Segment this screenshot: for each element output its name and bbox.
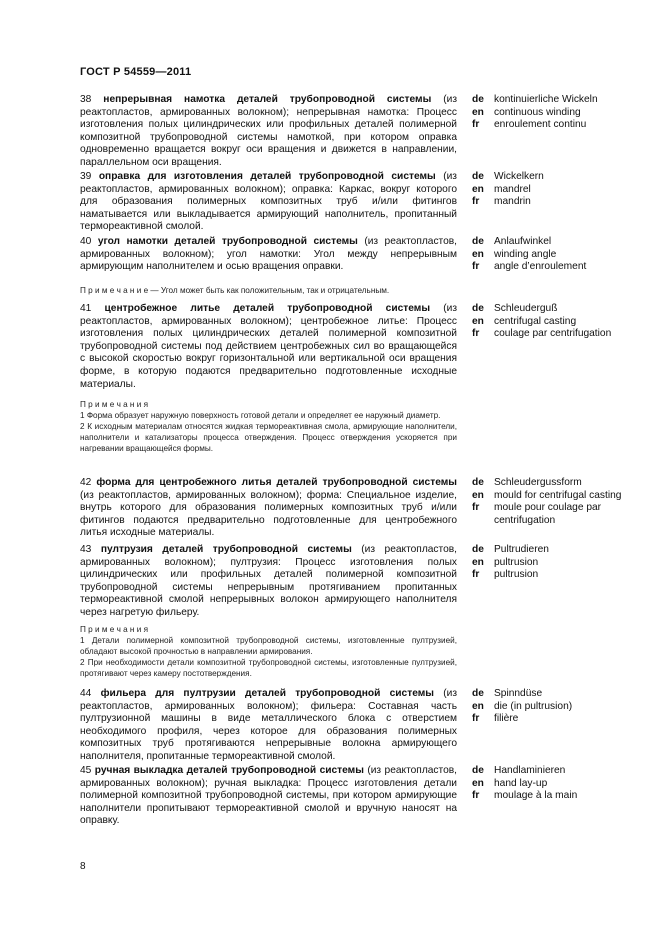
lang-code: de: [472, 303, 484, 314]
lang-term: die (in pultrusion): [494, 700, 573, 712]
lang-term: moulage à la main: [494, 790, 578, 802]
term-definition: [80, 236, 457, 274]
lang-code: fr: [472, 261, 480, 273]
lang-code: en: [472, 777, 484, 789]
lang-term: winding angle: [494, 248, 557, 260]
term-definition: [80, 765, 457, 828]
term-number: 38: [80, 94, 92, 105]
term-number: 44: [80, 688, 92, 699]
term-translations: [472, 544, 622, 582]
term-body: (из реактопластов, армированных волокном); оправка: Каркас, вокруг которого для образования полимерных композитных труб и/или фитингов наматывается или выкладывается армирующий наполнитель, пропитанный термореактивной смолой.: [80, 171, 457, 233]
term-name: непрерывная намотка деталей трубопроводной системы: [103, 94, 432, 105]
lang-term: mandrel: [494, 183, 531, 195]
lang-code: fr: [472, 713, 480, 725]
term-definition: [80, 171, 457, 234]
lang-code: en: [472, 248, 484, 260]
lang-term: centrifugal casting: [494, 315, 577, 327]
term-name: фильера для пултрузии деталей трубопроводной системы: [100, 688, 434, 699]
term-name: форма для центробежного литья деталей трубопроводной системы: [96, 477, 457, 488]
lang-code: de: [472, 765, 484, 776]
term-number: 40: [80, 236, 92, 247]
lang-code: de: [472, 477, 484, 488]
document-header: ГОСТ Р 54559—2011: [80, 66, 192, 78]
lang-term: pultrusion: [494, 556, 539, 568]
lang-code: de: [472, 94, 484, 105]
lang-code: de: [472, 171, 484, 182]
term-definition: [80, 477, 457, 540]
lang-term: angle d’enroulement: [494, 261, 587, 273]
term-translations: [472, 477, 622, 527]
lang-code: fr: [472, 502, 480, 514]
note-label: П р и м е ч а н и е —: [80, 286, 159, 295]
lang-term: Anlaufwinkel: [494, 236, 552, 247]
term-body: (из реактопластов, армированных волокном); непрерывная намотка: Процесс изготовления полых цилиндрических или профильных деталей полимерной композитной трубопроводной системы намоткой, при котором оправка одновременно вращается вокруг оси вращения и движется в направлении, параллельном оси вращения.: [80, 94, 457, 168]
term-name: угол намотки деталей трубопроводной системы: [97, 236, 358, 247]
term-number: 45: [80, 765, 92, 776]
term-body: (из реактопластов, армированных волокном); центробежное литье: Процесс изготовления полых цилиндрических деталей полимерной композитной трубопроводной системы под действием центробежных сил во вращающейся с высокой скоростью вокруг горизонтальной или вертикальной оси вращения форме, в которую подаются предварительно подготовленные исходные материалы.: [80, 303, 457, 390]
term-translations: [472, 688, 622, 726]
term-translations: [472, 765, 622, 803]
page-number: 8: [80, 861, 86, 872]
lang-code: de: [472, 544, 484, 555]
lang-term: pultrusion: [494, 569, 539, 581]
term-name: ручная выкладка деталей трубопроводной системы: [94, 765, 364, 776]
lang-code: en: [472, 315, 484, 327]
term-definition: [80, 94, 457, 170]
term-body: (из реактопластов, армированных волокном); ручная выкладка: Процесс изготовления детали полимерной композитной трубопроводной системы, при котором армирующие наполнители пропитывают термореактивной смолой и вручную наносят на оправку.: [80, 765, 457, 827]
term-number: 39: [80, 171, 92, 182]
lang-code: de: [472, 236, 484, 247]
lang-term: Handlaminieren: [494, 765, 566, 776]
lang-code: en: [472, 556, 484, 568]
lang-code: en: [472, 183, 484, 195]
lang-code: fr: [472, 790, 480, 802]
term-body: (из реактопластов, армированных волокном); угол намотки: Угол между непрерывным армирующим наполнителем и осью вращения оправки.: [80, 236, 457, 273]
note-item: 1 Детали полимерной композитной трубопроводной системы, изготовленные пултрузией, обладают высокой прочностью в направлении армирования.: [80, 635, 457, 656]
term-translations: [472, 171, 622, 209]
lang-code: fr: [472, 119, 480, 131]
note-40: [80, 286, 457, 297]
term-definition: [80, 303, 457, 391]
lang-term: enroulement continu: [494, 119, 587, 131]
lang-term: moule pour coulage par centrifugation: [494, 502, 602, 526]
lang-code: en: [472, 700, 484, 712]
lang-term: filière: [494, 713, 519, 725]
term-name: пултрузия деталей трубопроводной системы: [100, 544, 352, 555]
term-translations: [472, 303, 622, 341]
term-translations: [472, 94, 622, 132]
term-definition: [80, 688, 457, 764]
lang-code: de: [472, 688, 484, 699]
lang-code: fr: [472, 196, 480, 208]
term-number: 41: [80, 303, 92, 314]
notes-41: [80, 400, 457, 455]
term-number: 43: [80, 544, 92, 555]
term-name: оправка для изготовления деталей трубопроводной системы: [98, 171, 436, 182]
lang-term: Wickelkern: [494, 171, 544, 182]
term-body: (из реактопластов, армированных волокном); пултрузия: Процесс изготовления полых цилиндрических или профильных деталей полимерной композитной трубопроводной системы непрерывным протягиванием пропитанных термореактивной смолой непрерывных волокон армирующего наполнителя через нагретую фильеру.: [80, 544, 457, 618]
note-item: 1 Форма образует наружную поверхность готовой детали и определяет ее наружный диаметр.: [80, 410, 441, 420]
term-body: (из реактопластов, армированных волокном); фильера: Составная часть пултрузионной машины в виде металлического блока с отверстием необходимого профиля, через которое для образования полимерных композитных труб протягиваются непрерывные волокна армирующего наполнителя, пропитанные термореактивной смолой.: [80, 688, 457, 762]
term-definition: [80, 544, 457, 620]
lang-code: en: [472, 106, 484, 118]
lang-term: Spinndüse: [494, 688, 543, 699]
term-body: (из реактопластов, армированных волокном); форма: Специальное изделие, внутрь которого для образования полимерных композитных труб и/или фитингов подаются предварительно подготовленные для центробежного литья исходные материалы.: [80, 489, 457, 539]
term-number: 42: [80, 477, 92, 488]
note-text: Угол может быть как положительным, так и отрицательным.: [158, 286, 390, 295]
lang-code: en: [472, 489, 484, 501]
note-item: 2 К исходным материалам относятся жидкая термореактивная смола, армирующие наполнители, наполнители и катализаторы процесса отверждения. Процесс отверждения ускоряется при нагревании вращающейся формы.: [80, 421, 457, 453]
lang-code: fr: [472, 569, 480, 581]
lang-term: hand lay-up: [494, 777, 548, 789]
lang-term: Schleudergussform: [494, 477, 582, 488]
lang-term: Schleuderguß: [494, 303, 558, 314]
note-label: П р и м е ч а н и я: [80, 625, 149, 634]
lang-term: continuous winding: [494, 106, 581, 118]
lang-term: coulage par centrifugation: [494, 328, 612, 340]
note-item: 2 При необходимости детали композитной трубопроводной системы, изготовленные пултрузией, протягивают через камеру постотверждения.: [80, 657, 457, 678]
lang-term: mould for centrifugal casting: [494, 489, 622, 501]
notes-43: [80, 625, 457, 680]
lang-term: Pultrudieren: [494, 544, 549, 555]
note-label: П р и м е ч а н и я: [80, 400, 149, 409]
lang-term: kontinuierliche Wickeln: [494, 94, 598, 105]
lang-code: fr: [472, 328, 480, 340]
term-name: центробежное литье деталей трубопроводной системы: [104, 303, 431, 314]
lang-term: mandrin: [494, 196, 531, 208]
term-translations: [472, 236, 622, 274]
